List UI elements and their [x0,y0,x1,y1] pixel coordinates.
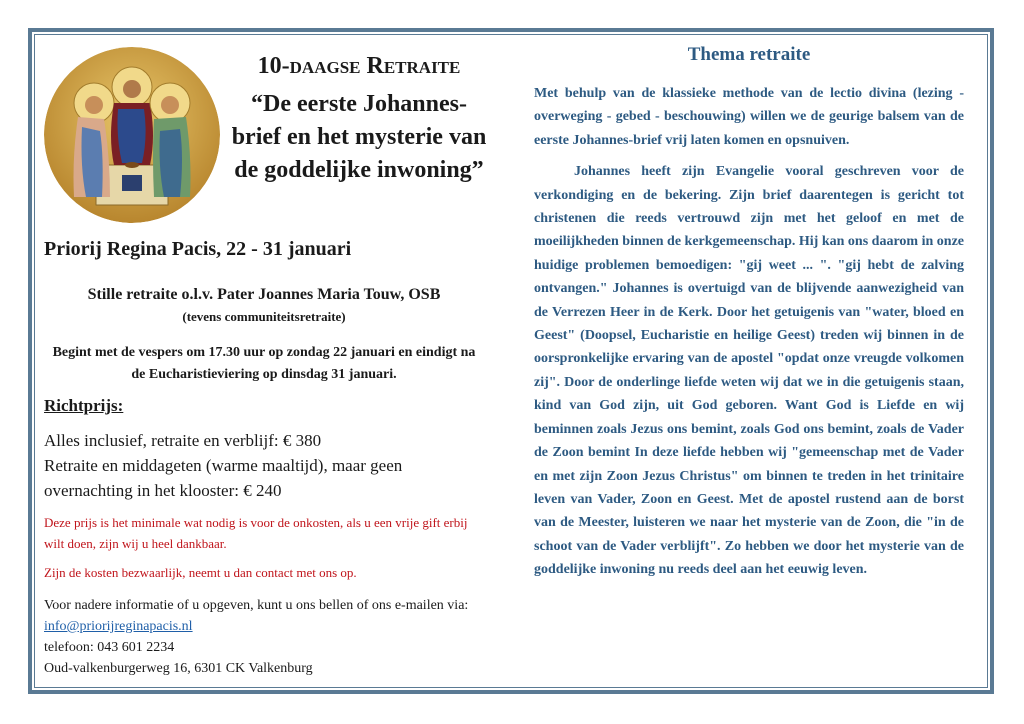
title-word-daagse: daagse [289,53,361,79]
theme-paragraph-2: Johannes heeft zijn Evangelie vooral geschreven voor de verkondiging en de bekering. Zijn brief daarentegen is gericht tot christenen die reeds vertrouwd zijn met het geloof en met de moeilijkheden binnen de kerkgemeenschap. Hij kan ons daarom in onze huidige problemen bemoedigen: "gij weet ... ". "gij hebt de zalving ontvangen." Johannes is overtuigd van de blijvende aanwezigheid van de Verrezen Heer in de Kerk. Door het getuigenis van "water, bloed en Geest" (Doopsel, Eucharistie en heilige Geest) treden wij binnen in de oorspronkelijke ervaring van de apostel "opdat onze vreugde volkomen zij". Door de onderlinge liefde weten wij dat we in die getuigenis staan, kind van God zijn, uit God geboren. Want God is Liefde en wij beminnen zoals Jezus ons bemint, zoals God ons bemint, zoals de Vader de Zoon bemint In deze liefde hebben wij "gemeenschap met de Vader en met zijn Zoon Jezus Christus" om binnen te treden in het trinitaire leven van Vader, Zoon en Geest. Met de apostel rustend aan de borst van de Meester, luisteren we naar het mysterie van de Zoon, die "in de schoot van de Vader verblijft". Zo hebben we door het mysterie van de goddelijke inwoning nu reeds deel aan het eeuwig leven. [534,164,964,578]
price-line-partial: Retraite en middageten (warme maaltijd), maar geen overnachting in het klooster: € 240 [44,456,403,500]
theme-body [534,82,964,582]
title-number: 10- [257,53,290,79]
red-note-gift: Deze prijs is het minimale wat nodig is voor de onkosten, als u een vrije gift erbij wilt doen, zijn wij u heel dankbaar. [44,515,468,551]
price-line-full: Alles inclusief, retraite en verblijf: € 380 [44,431,322,450]
schedule-text: Begint met de vespers om 17.30 uur op zondag 22 januari en eindigt na de Eucharistieviering op dinsdag 31 januari. [52,345,476,382]
phone-number: telefoon: 043 601 2234 [44,640,175,655]
silent-retreat-info [44,284,484,328]
retreat-title [228,52,490,80]
trinity-icon [44,47,220,223]
place-date: Priorij Regina Pacis, 22 - 31 januari [44,238,352,260]
contact-info [44,595,474,679]
silent-line: Stille retraite o.l.v. Pater Joannes Maria Touw, OSB [87,286,441,303]
community-note: (tevens communiteitsretraite) [182,309,346,324]
title-word-retraite: Retraite [366,53,461,79]
address: Oud-valkenburgerweg 16, 6301 CK Valkenburg [44,661,313,676]
red-note-contact: Zijn de kosten bezwaarlijk, neemt u dan contact met ons op. [44,565,357,580]
title-block [228,52,490,187]
info-text: Voor nadere informatie of u opgeven, kunt u ons bellen of ons e-mailen via: [44,598,469,613]
theme-paragraph-1: Met behulp van de klassieke methode van de lectio divina (lezing - overweging - gebed - beschouwing) willen we de geurige balsem van de eerste Johannes-brief vrij laten komen en opsnuiven. [534,86,964,148]
email-link[interactable]: info@priorijreginapacis.nl [44,619,193,634]
price-lines [44,428,484,503]
price-heading: Richtprijs: [44,396,124,415]
theme-title: Thema retraite [687,44,811,65]
retreat-subtitle: “De eerste Johannes-brief en het mysterie van de goddelijke inwoning” [231,91,487,183]
